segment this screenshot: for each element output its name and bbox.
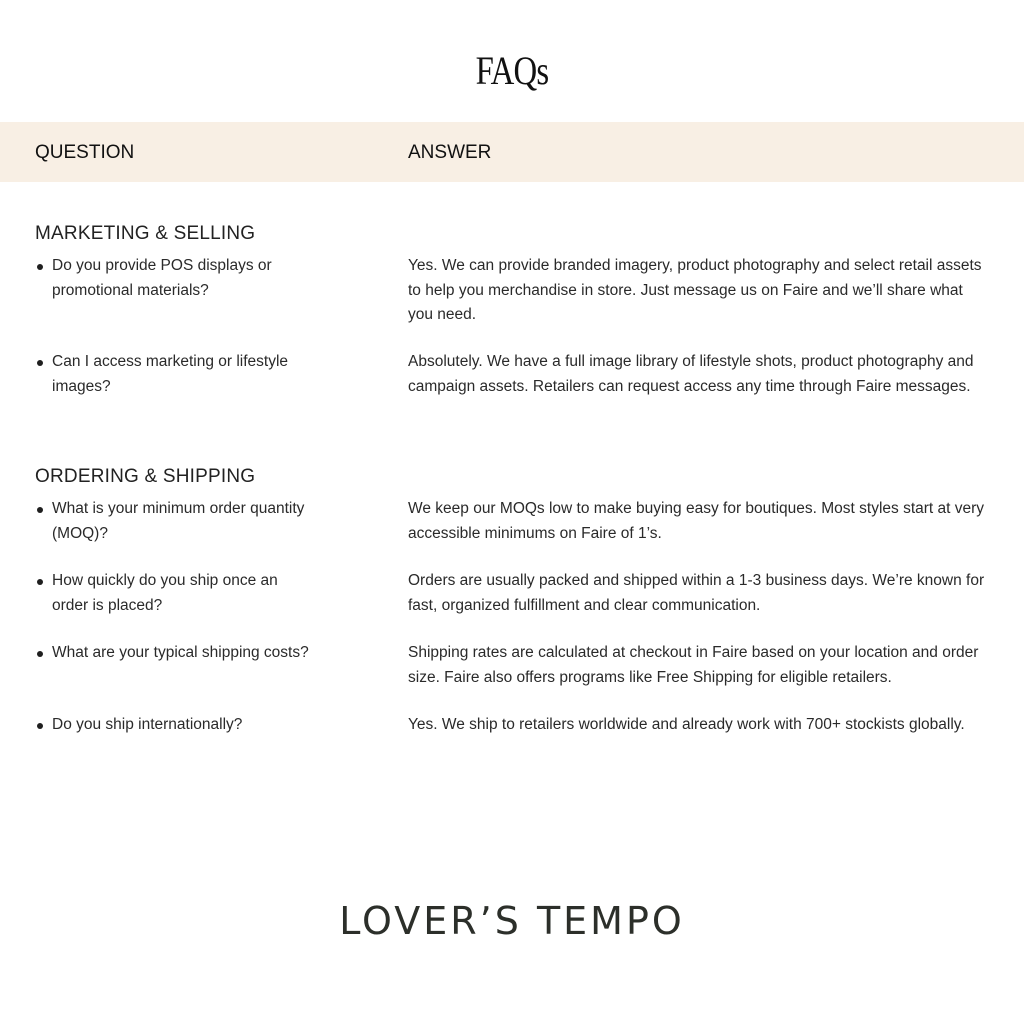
- faq-question: How quickly do you ship once an order is placed?: [52, 572, 278, 614]
- faq-answer: We keep our MOQs low to make buying easy for boutiques. Most styles start at very accessible minimums on Faire of 1’s.: [408, 500, 985, 542]
- faq-question: What is your minimum order quantity (MOQ)?: [52, 500, 305, 542]
- answer-column-header: ANSWER: [408, 142, 492, 163]
- faq-answer: Yes. We can provide branded imagery, product photography and select retail assets to help you merchandise in store. Just message us on Faire and we’ll share what you need.: [408, 257, 982, 323]
- bullet-icon: [37, 360, 43, 366]
- question-column-header: QUESTION: [35, 142, 135, 163]
- faq-answer: Shipping rates are calculated at checkout in Faire based on your location and order size. Faire also offers programs like Free Shipping for eligible retailers.: [408, 644, 979, 686]
- section-title-marketing-selling: MARKETING & SELLING: [35, 223, 256, 244]
- faq-question: Do you ship internationally?: [52, 716, 243, 733]
- faq-question: Do you provide POS displays or promotional materials?: [52, 257, 272, 299]
- bullet-icon: [37, 264, 43, 270]
- faq-answer: Orders are usually packed and shipped within a 1-3 business days. We’re known for fast, organized fulfillment and clear communication.: [408, 572, 985, 614]
- section-title-ordering-shipping: ORDERING & SHIPPING: [35, 466, 256, 487]
- faq-answer: Yes. We ship to retailers worldwide and already work with 700+ stockists globally.: [408, 716, 965, 733]
- faq-question: What are your typical shipping costs?: [52, 644, 309, 661]
- faq-answer: Absolutely. We have a full image library of lifestyle shots, product photography and campaign assets. Retailers can request access any time through Faire messages.: [408, 353, 974, 395]
- faq-question: Can I access marketing or lifestyle images?: [52, 353, 289, 395]
- bullet-icon: [37, 651, 43, 657]
- brand-logo: LOVER’S TEMPO: [339, 899, 685, 943]
- bullet-icon: [37, 507, 43, 513]
- bullet-icon: [37, 723, 43, 729]
- table-header: [0, 122, 1024, 182]
- page-title: FAQs: [475, 48, 549, 93]
- bullet-icon: [37, 579, 43, 585]
